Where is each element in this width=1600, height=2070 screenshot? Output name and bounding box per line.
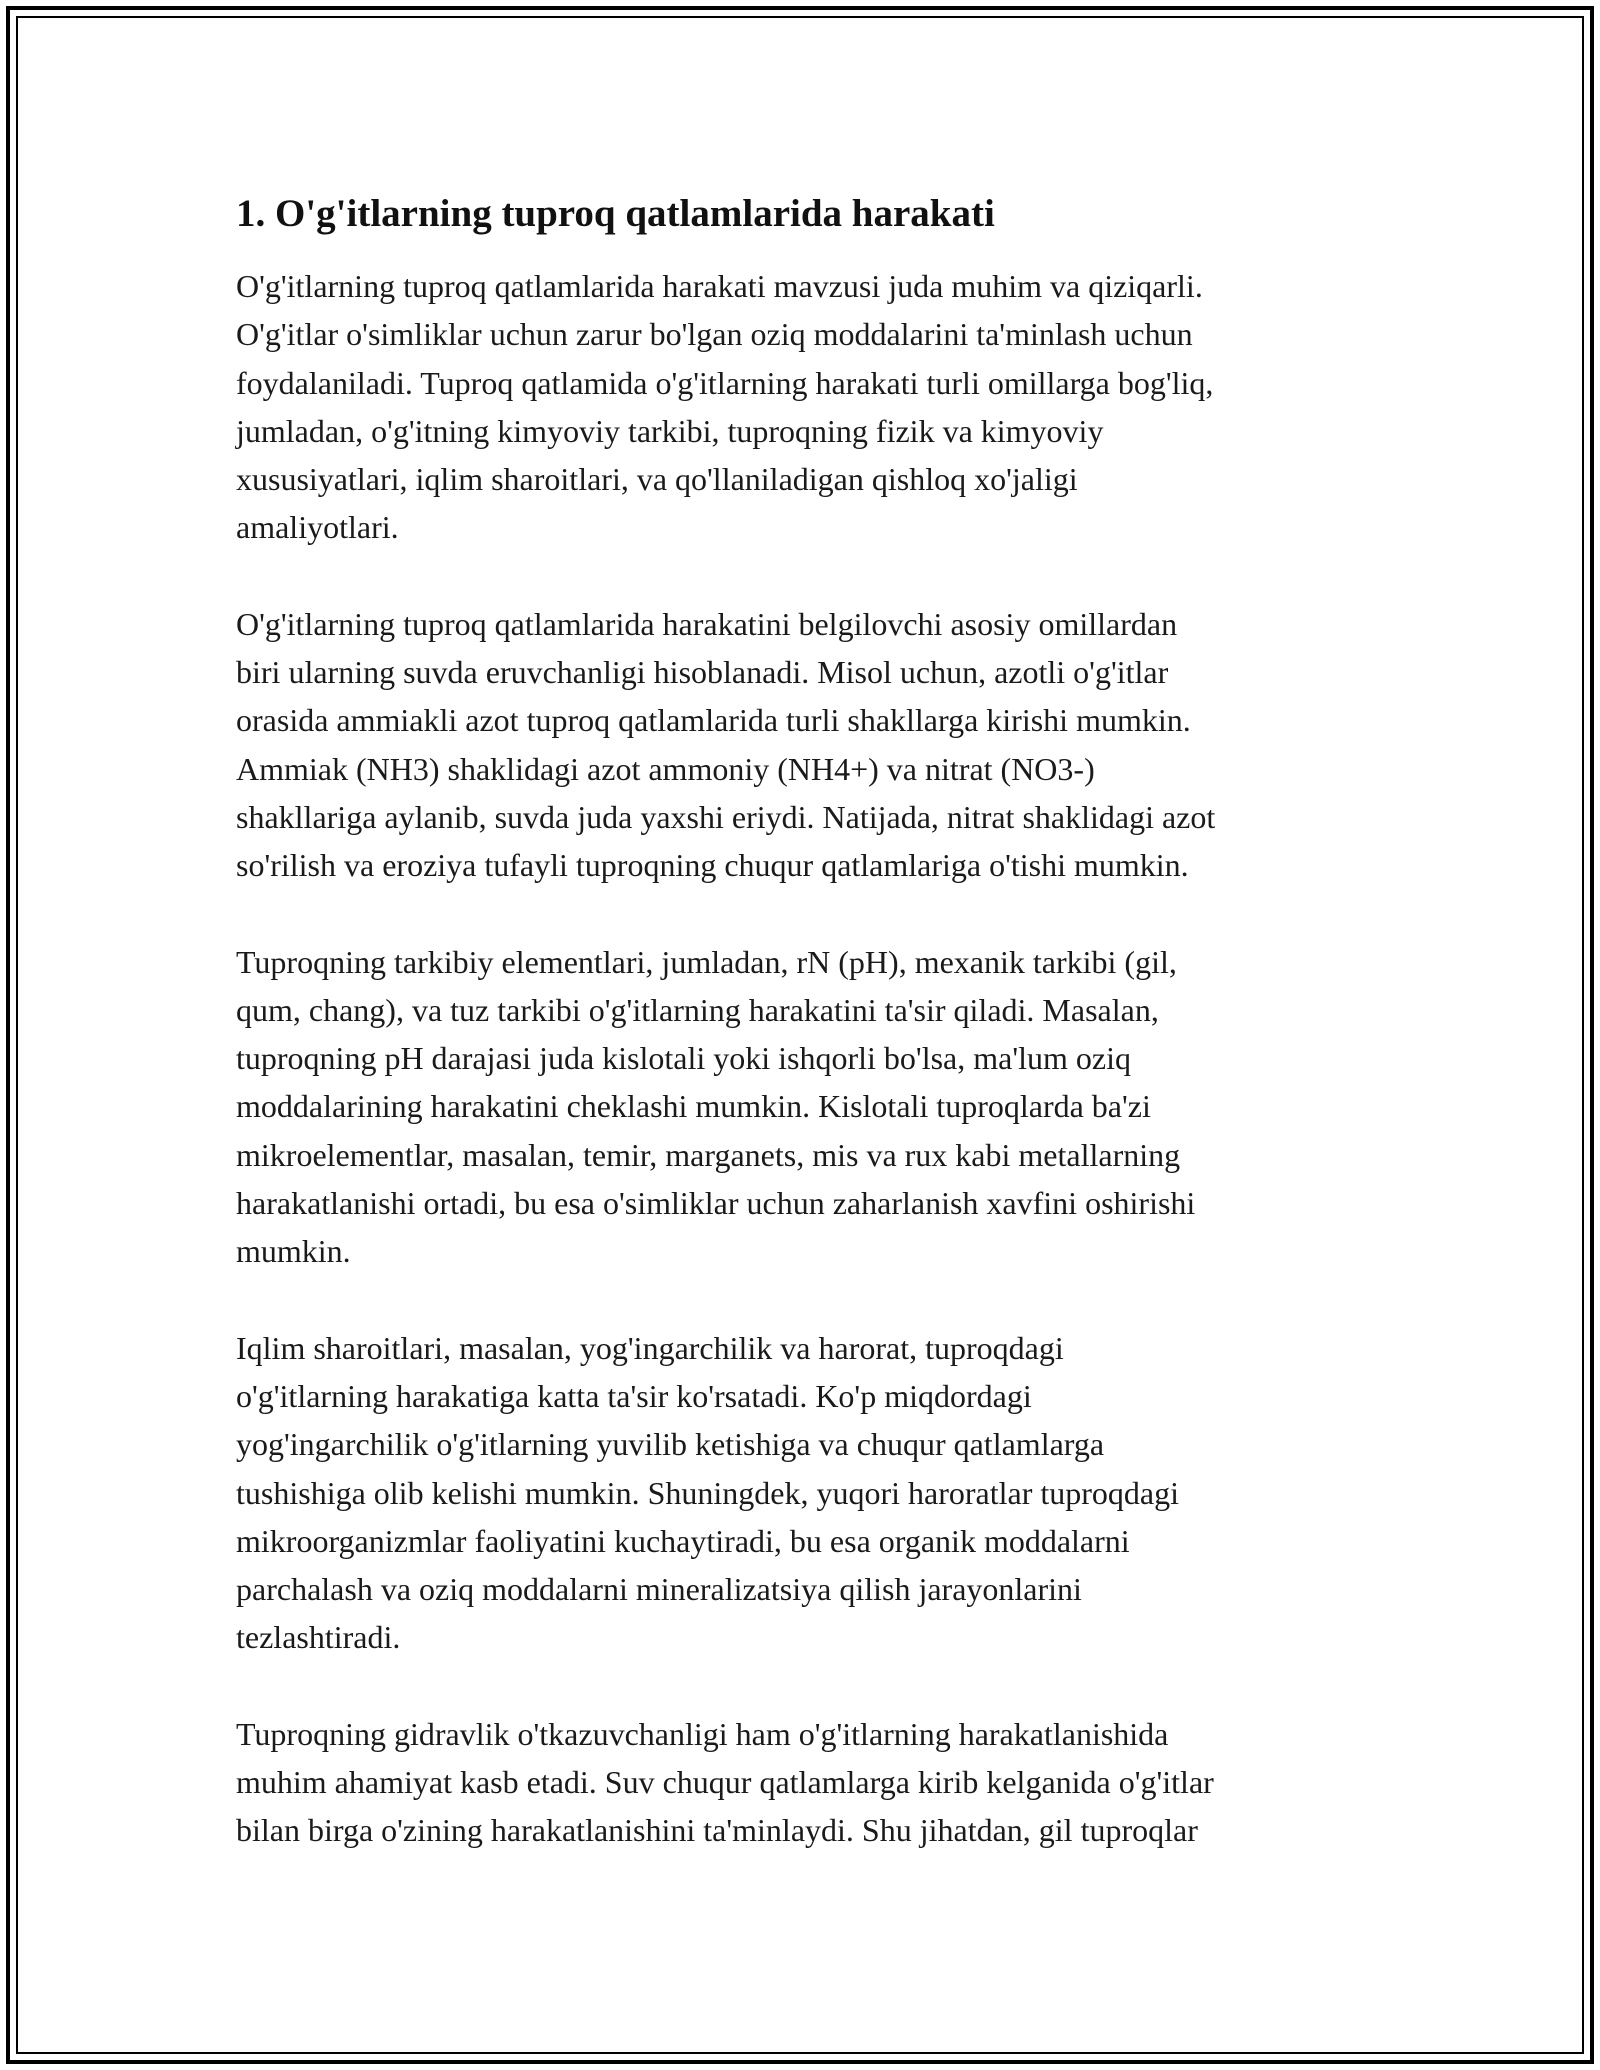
paragraph xyxy=(236,600,1366,890)
paragraph-line: mikroorganizmlar faoliyatini kuchaytiradi, bu esa organik moddalarni xyxy=(236,1522,1130,1559)
document-body xyxy=(236,184,1366,1903)
paragraph-line: mikroelementlar, masalan, temir, marganets, mis va rux kabi metallarning xyxy=(236,1136,1181,1173)
paragraph-list xyxy=(236,262,1366,1855)
paragraph-line: Ammiak (NH3) shaklidagi azot ammoniy (NH4+) va nitrat (NO3-) xyxy=(236,750,1095,787)
paragraph-line: yog'ingarchilik o'g'itlarning yuvilib ketishiga va chuqur qatlamlarga xyxy=(236,1426,1105,1463)
paragraph-line: mumkin. xyxy=(236,1233,351,1270)
paragraph-line: Iqlim sharoitlari, masalan, yog'ingarchilik va harorat, tuproqdagi xyxy=(236,1329,1064,1366)
paragraph-line: harakatlanishi ortadi, bu esa o'simliklar uchun zaharlanish xavfini oshirishi xyxy=(236,1185,1196,1222)
paragraph-line: O'g'itlarning tuproq qatlamlarida harakatini belgilovchi asosiy omillardan xyxy=(236,605,1178,642)
paragraph xyxy=(236,262,1366,552)
paragraph xyxy=(236,1710,1366,1855)
paragraph xyxy=(236,938,1366,1276)
paragraph-line: so'rilish va eroziya tufayli tuproqning chuqur qatlamlariga o'tishi mumkin. xyxy=(236,847,1189,884)
paragraph-line: moddalarining harakatini cheklashi mumkin. Kislotali tuproqlarda ba'zi xyxy=(236,1088,1151,1125)
paragraph-line: o'g'itlarning harakatiga katta ta'sir ko'rsatadi. Ko'p miqdordagi xyxy=(236,1377,1032,1414)
paragraph-line: parchalash va oziq moddalarni mineralizatsiya qilish jarayonlarini xyxy=(236,1571,1082,1608)
paragraph-line: amaliyotlari. xyxy=(236,509,399,546)
paragraph-line: orasida ammiakli azot tuproq qatlamlarida turli shakllarga kirishi mumkin. xyxy=(236,702,1191,739)
paragraph-line: bilan birga o'zining harakatlanishini ta'minlaydi. Shu jihatdan, gil tuproqlar xyxy=(236,1812,1198,1849)
paragraph-line: O'g'itlar o'simliklar uchun zarur bo'lgan oziq moddalarini ta'minlash uchun xyxy=(236,316,1193,353)
paragraph-line: O'g'itlarning tuproq qatlamlarida harakati mavzusi juda muhim va qiziqarli. xyxy=(236,268,1203,304)
paragraph-line: foydalaniladi. Tuproq qatlamida o'g'itlarning harakati turli omillarga bog'liq, xyxy=(236,364,1214,401)
paragraph-line: tezlashtiradi. xyxy=(236,1619,401,1656)
paragraph-line: tuproqning pH darajasi juda kislotali yoki ishqorli bo'lsa, ma'lum oziq xyxy=(236,1040,1131,1077)
paragraph xyxy=(236,1324,1366,1662)
paragraph-line: Tuproqning gidravlik o'tkazuvchanligi ham o'g'itlarning harakatlanishida xyxy=(236,1715,1169,1752)
paragraph-line: tushishiga olib kelishi mumkin. Shuningdek, yuqori haroratlar tuproqdagi xyxy=(236,1474,1179,1511)
paragraph-line: jumladan, o'g'itning kimyoviy tarkibi, tuproqning fizik va kimyoviy xyxy=(236,412,1104,449)
paragraph-line: xususiyatlari, iqlim sharoitlari, va qo'llaniladigan qishloq xo'jaligi xyxy=(236,461,1078,498)
section-heading: 1. O'g'itlarning tuproq qatlamlarida harakati xyxy=(236,192,995,235)
paragraph-line: biri ularning suvda eruvchanligi hisoblanadi. Misol uchun, azotli o'g'itlar xyxy=(236,654,1169,691)
paragraph-line: shakllariga aylanib, suvda juda yaxshi eriydi. Natijada, nitrat shaklidagi azot xyxy=(236,798,1216,835)
paragraph-line: qum, chang), va tuz tarkibi o'g'itlarning harakatini ta'sir qiladi. Masalan, xyxy=(236,991,1159,1028)
paragraph-line: Tuproqning tarkibiy elementlari, jumladan, rN (pH), mexanik tarkibi (gil, xyxy=(236,943,1177,980)
paragraph-line: muhim ahamiyat kasb etadi. Suv chuqur qatlamlarga kirib kelganida o'g'itlar xyxy=(236,1764,1214,1801)
